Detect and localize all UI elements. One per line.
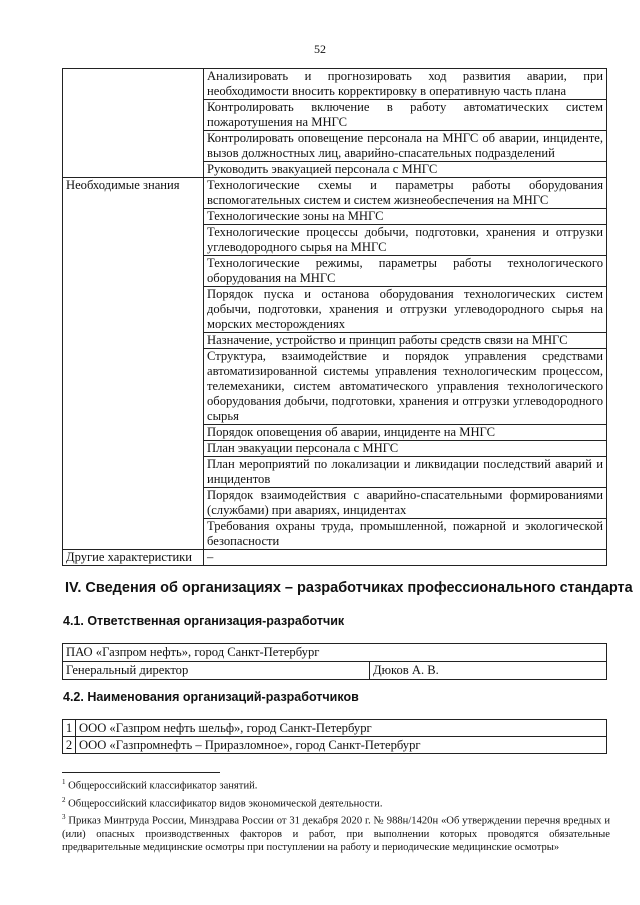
- row-text: План эвакуации персонала с МНГС: [204, 441, 607, 457]
- table-row: [63, 69, 607, 100]
- developer-row: [63, 720, 607, 737]
- row-text: Требования охраны труда, промышленной, пожарной и экологической безопасности: [204, 519, 607, 550]
- footnote-text: Общероссийский классификатор занятий.: [68, 780, 258, 792]
- row-text: Технологические схемы и параметры работы оборудования вспомогательных систем и систем жизнеобеспечения на МНГС: [204, 178, 607, 209]
- footnote-text: Приказ Минтруда России, Минздрава России от 31 декабря 2020 г. № 988н/1420н «Об утверждении перечня вредных и (или) опасных производственных факторов и работ, при выполнении которых проводятся обязательные предварительные медицинские осмотры при поступлении на работу и периодические медицинские осмотры»: [62, 816, 610, 854]
- footnote-marker: 3: [62, 813, 66, 822]
- row-category: [63, 69, 204, 178]
- developer-orgs-table: [62, 719, 607, 754]
- subsection-title-developers: 4.2. Наименования организаций-разработчиков: [63, 690, 359, 704]
- footnote: [62, 794, 610, 811]
- row-text: Анализировать и прогнозировать ход развития аварии, при необходимости вносить корректировку в оперативную часть плана: [204, 69, 607, 100]
- director-title: Генеральный директор: [63, 662, 370, 680]
- responsible-org-name: ПАО «Газпром нефть», город Санкт-Петербург: [63, 644, 607, 662]
- row-category: Другие характеристики: [63, 550, 204, 566]
- competency-table: [62, 68, 607, 566]
- row-text: Контролировать оповещение персонала на МНГС об аварии, инциденте, вызов должностных лиц, аварийно-спасательных подразделений: [204, 131, 607, 162]
- director-name: Дюков А. В.: [370, 662, 607, 680]
- footnote-separator: [62, 772, 220, 773]
- row-text: Порядок пуска и останова оборудования технологических систем добычи, подготовки, хранения и отгрузки углеводородного сырья на морских месторождениях: [204, 287, 607, 333]
- row-text: Порядок взаимодействия с аварийно-спасательными формированиями (службами) при авариях, инцидентах: [204, 488, 607, 519]
- responsible-org-table: [62, 643, 607, 680]
- row-text: Технологические зоны на МНГС: [204, 209, 607, 225]
- developer-number: 1: [63, 720, 76, 737]
- table-row: [63, 178, 607, 209]
- developer-name: ООО «Газпромнефть – Приразломное», город Санкт-Петербург: [76, 737, 607, 754]
- developer-number: 2: [63, 737, 76, 754]
- row-text: Назначение, устройство и принцип работы средств связи на МНГС: [204, 333, 607, 349]
- row-text: Руководить эвакуацией персонала с МНГС: [204, 162, 607, 178]
- footnotes: [62, 776, 610, 856]
- developer-name: ООО «Газпром нефть шельф», город Санкт-Петербург: [76, 720, 607, 737]
- section-title: IV. Сведения об организациях – разработчиках профессионального стандарта: [65, 580, 633, 596]
- row-text: Технологические режимы, параметры работы технологического оборудования на МНГС: [204, 256, 607, 287]
- row-text: –: [204, 550, 607, 566]
- footnote: [62, 776, 610, 793]
- footnote-text: Общероссийский классификатор видов экономической деятельности.: [68, 798, 383, 810]
- row-text: План мероприятий по локализации и ликвидации последствий аварий и инцидентов: [204, 457, 607, 488]
- subsection-title-responsible: 4.1. Ответственная организация-разработчик: [63, 614, 345, 628]
- row-text: Порядок оповещения об аварии, инциденте на МНГС: [204, 425, 607, 441]
- row-text: Технологические процессы добычи, подготовки, хранения и отгрузки углеводородного сырья на МНГС: [204, 225, 607, 256]
- row-text: Контролировать включение в работу автоматических систем пожаротушения на МНГС: [204, 100, 607, 131]
- developer-row: [63, 737, 607, 754]
- page-number: 52: [314, 42, 326, 56]
- footnote-marker: 1: [62, 778, 66, 786]
- row-category: Необходимые знания: [63, 178, 204, 550]
- footnote: [62, 811, 610, 854]
- table-row: [63, 550, 607, 566]
- footnote-marker: 2: [62, 795, 66, 804]
- row-text: Структура, взаимодействие и порядок управления средствами автоматизированной системы управления технологическим процессом, телемеханики, систем автоматического управления технологического оборудования добычи, подготовки, хранения и отгрузки углеводородного сырья: [204, 349, 607, 425]
